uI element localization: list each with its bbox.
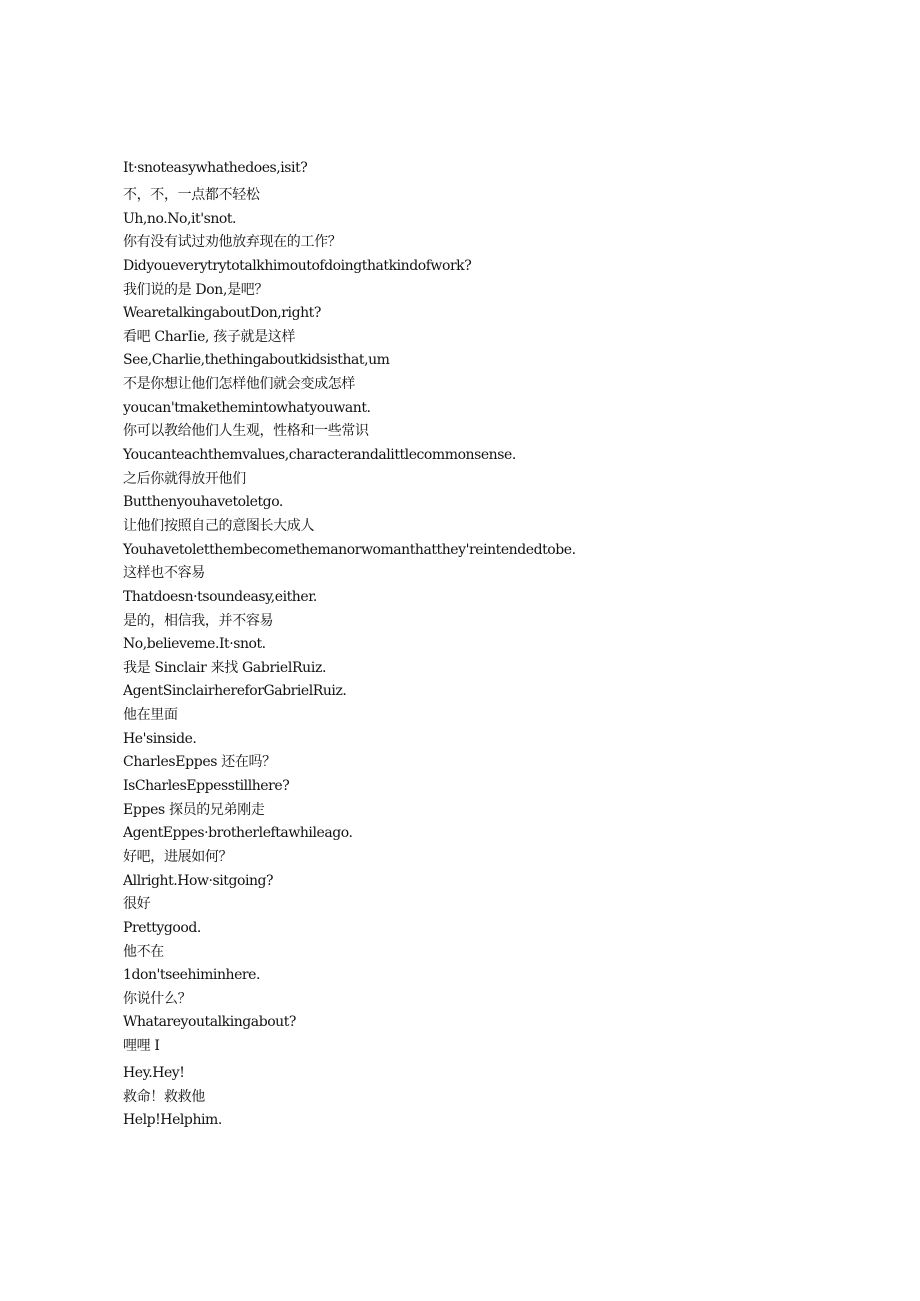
transcript-line: IsCharlesEppesstillhere? (123, 778, 290, 795)
transcript-line: youcan'tmakethemintowhatyouwant. (123, 399, 371, 416)
transcript-line: 不是你想让他们怎样他们就会变成怎样 (123, 376, 356, 393)
transcript-line: WearetalkingaboutDon,right? (123, 305, 321, 322)
transcript-line: 是的，相信我，并不容易 (123, 612, 274, 629)
subtitle-transcript (123, 157, 823, 1133)
transcript-line: CharlesEppes 还在吗？ (123, 754, 276, 771)
transcript-line: Youhavetoletthembecomethemanorwomanthatthey'reintendedtobe. (123, 541, 576, 558)
transcript-line: 他不在 (123, 943, 164, 960)
transcript-line: 你说什么？ (123, 990, 192, 1007)
transcript-line: He'sinside. (123, 730, 197, 747)
transcript-line: Hey.Hey! (123, 1065, 185, 1082)
transcript-line: Butthenyouhavetoletgo. (123, 494, 283, 511)
transcript-line: 我们说的是 Don,是吧？ (123, 281, 269, 298)
transcript-line: Eppes 探员的兄弟刚走 (123, 801, 265, 818)
transcript-line: AgentSinclairhereforGabrielRuiz. (123, 683, 347, 700)
transcript-line: 好吧，进展如何？ (123, 848, 233, 865)
transcript-line: It·snoteasywhathedoes,isit? (123, 160, 308, 176)
transcript-line: 你有没有试过劝他放弃现在的工作？ (123, 234, 342, 251)
transcript-line: 1don'tseehiminhere. (123, 967, 260, 984)
transcript-line: Help!Helphim. (123, 1112, 222, 1129)
transcript-line: 他在里面 (123, 707, 178, 724)
transcript-line: 我是 Sinclair 来找 GabrielRuiz. (123, 659, 327, 676)
transcript-line: Prettygood. (123, 919, 201, 936)
transcript-line: 很好 (123, 896, 151, 913)
transcript-line: Allright.How·sitgoing? (123, 872, 274, 889)
transcript-line: Whatareyoutalkingabout? (123, 1014, 296, 1031)
transcript-line: 哩哩 I (123, 1038, 160, 1055)
transcript-line: Thatdoesn·tsoundeasy,either. (123, 588, 317, 605)
transcript-line: 救命！救救他 (123, 1088, 205, 1105)
transcript-line: 不，不，一点都不轻松 (123, 187, 260, 203)
transcript-line: Uh,no.No,it'snot. (123, 210, 237, 227)
transcript-line: See,Charlie,thethingaboutkidsisthat,um (123, 352, 390, 369)
transcript-line: 你可以教给他们人生观，性格和一些常识 (123, 423, 369, 440)
transcript-line: 让他们按照自己的意图长大成人 (123, 517, 315, 534)
transcript-line: Youcanteachthemvalues,characterandalittlecommonsense. (123, 447, 516, 464)
transcript-line: Didyoueverytrytotalkhimoutofdoingthatkindofwork? (123, 257, 472, 274)
transcript-line: AgentEppes·brotherleftawhileago. (123, 825, 353, 842)
transcript-line: 之后你就得放开他们 (123, 470, 246, 487)
transcript-line: 看吧 CharIie, 孩子就是这样 (123, 328, 296, 345)
transcript-line: No,believeme.It·snot. (123, 636, 266, 653)
transcript-line: 这样也不容易 (123, 565, 205, 582)
